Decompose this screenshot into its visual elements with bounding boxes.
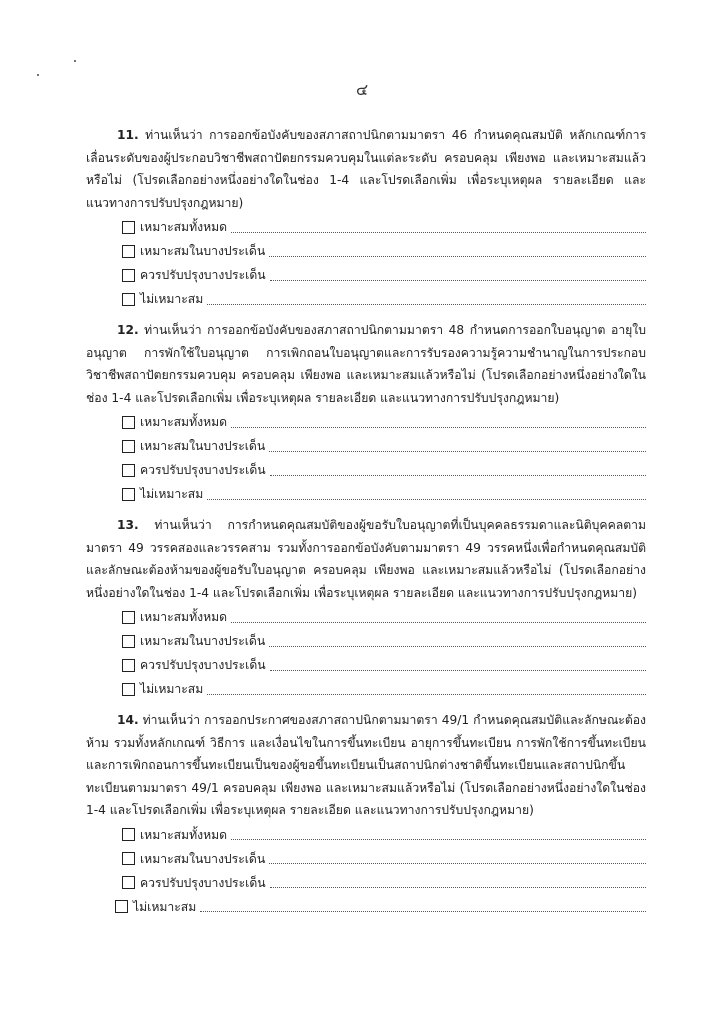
answer-line[interactable] [200,910,646,912]
question-text [86,514,646,604]
checkbox[interactable] [122,659,135,672]
question-number: 13. [117,518,139,532]
answer-line[interactable] [270,474,646,476]
answer-option[interactable] [86,434,646,458]
answer-option[interactable] [86,263,646,287]
question-number: 11. [117,128,139,142]
answer-line[interactable] [231,838,646,840]
answer-line[interactable] [231,621,646,623]
option-label: เหมาะสมทั้งหมด [140,415,228,430]
checkbox[interactable] [122,416,135,429]
answer-line[interactable] [231,231,646,233]
answer-option[interactable] [86,871,646,895]
answer-line[interactable] [269,255,646,257]
answer-line[interactable] [270,669,646,671]
question-body: ท่านเห็นว่า การออกข้อบังคับของสภาสถาปนิกตามมาตรา 46 กำหนดคุณสมบัติ หลักเกณฑ์การเลื่อนระดับของผู้ประกอบวิชาชีพสถาปัตยกรรมควบคุมในแต่ละระดับ ครอบคลุม เพียงพอ และเหมาะสมแล้วหรือไม่ (โปรดเลือกอย่างหนึ่งอย่างใดในช่อง 1-4 และโปรดเลือกเพิ่ม เพื่อระบุเหตุผล รายละเอียด และแนวทางการปรับปรุงกฎหมาย) [86,128,647,210]
answer-line[interactable] [270,886,646,888]
option-label: เหมาะสมในบางประเด็น [140,439,266,454]
checkbox[interactable] [122,828,135,841]
answer-option[interactable] [86,823,646,847]
question-11 [86,124,646,311]
checkbox[interactable] [122,221,135,234]
question-number: 12. [117,323,139,337]
question-14 [86,709,646,919]
answer-line[interactable] [207,498,646,500]
answer-line[interactable] [270,279,646,281]
option-label: เหมาะสมในบางประเด็น [140,244,266,259]
question-text [86,124,646,214]
answer-option[interactable] [86,239,646,263]
checkbox[interactable] [122,611,135,624]
page-number: ๔ [355,80,369,99]
answer-option[interactable] [86,482,646,506]
question-body: ท่านเห็นว่า การออกข้อบังคับของสภาสถาปนิกตามมาตรา 48 กำหนดการออกใบอนุญาต อายุใบอนุญาต การพักใช้ใบอนุญาต การเพิกถอนใบอนุญาตและการรับรองความรู้ความชำนาญในการประกอบวิชาชีพสถาปัตยกรรมควบคุม ครอบคลุม เพียงพอ และเหมาะสมแล้วหรือไม่ (โปรดเลือกอย่างหนึ่งอย่างใดในช่อง 1-4 และโปรดเลือกเพิ่ม เพื่อระบุเหตุผล รายละเอียด และแนวทางการปรับปรุงกฎหมาย) [86,323,646,405]
answer-line[interactable] [269,645,646,647]
checkbox[interactable] [115,900,128,913]
checkbox[interactable] [122,683,135,696]
answer-line[interactable] [269,450,646,452]
checkbox[interactable] [122,245,135,258]
answer-options [86,823,646,919]
question-body: ท่านเห็นว่า การออกประกาศของสภาสถาปนิกตามมาตรา 49/1 กำหนดคุณสมบัติและลักษณะต้องห้าม รวมทั้งหลักเกณฑ์ วิธีการ และเงื่อนไขในการขึ้นทะเบียน อายุการขึ้นทะเบียน การพักใช้การขึ้นทะเบียนและการเพิกถอนการขึ้นทะเบียนเป็นของผู้ขอขึ้นทะเบียนเป็นสถาปนิกต่างชาติขึ้นทะเบียนและสถาปนิกขึ้นทะเบียนตามมาตรา 49/1 ครอบคลุม เพียงพอ และเหมาะสมแล้วหรือไม่ (โปรดเลือกอย่างหนึ่งอย่างใดในช่อง 1-4 และโปรดเลือกเพิ่ม เพื่อระบุเหตุผล รายละเอียด และแนวทางการปรับปรุงกฎหมาย) [86,713,646,818]
answer-line[interactable] [269,862,646,864]
question-12 [86,319,646,506]
answer-option[interactable] [86,847,646,871]
answer-option[interactable] [86,653,646,677]
option-label: ไม่เหมาะสม [140,487,204,502]
checkbox[interactable] [122,293,135,306]
answer-option[interactable] [86,629,646,653]
answer-line[interactable] [231,426,646,428]
checkbox[interactable] [122,440,135,453]
answer-option[interactable] [86,410,646,434]
checkbox[interactable] [122,852,135,865]
option-label: ไม่เหมาะสม [140,292,204,307]
option-label: ควรปรับปรุงบางประเด็น [140,875,266,890]
option-label: ไม่เหมาะสม [133,899,197,914]
question-text [86,319,646,409]
answer-line[interactable] [207,303,646,305]
answer-option[interactable] [86,458,646,482]
answer-options [86,410,646,506]
question-13 [86,514,646,701]
option-label: เหมาะสมทั้งหมด [140,827,228,842]
option-label: เหมาะสมทั้งหมด [140,220,228,235]
checkbox[interactable] [122,635,135,648]
answer-options [86,215,646,311]
answer-option[interactable] [86,895,646,919]
option-label: ไม่เหมาะสม [140,682,204,697]
option-label: ควรปรับปรุงบางประเด็น [140,658,266,673]
scan-speck [37,74,39,76]
answer-option[interactable] [86,605,646,629]
checkbox[interactable] [122,876,135,889]
answer-option[interactable] [86,215,646,239]
option-label: ควรปรับปรุงบางประเด็น [140,268,266,283]
option-label: เหมาะสมทั้งหมด [140,610,228,625]
question-text [86,709,646,822]
question-number: 14. [117,713,139,727]
option-label: ควรปรับปรุงบางประเด็น [140,463,266,478]
question-body: ท่านเห็นว่า การกำหนดคุณสมบัติของผู้ขอรับใบอนุญาตที่เป็นบุคคลธรรมดาและนิติบุคคลตามมาตรา 49 วรรคสองและวรรคสาม รวมทั้งการออกข้อบังคับตามมาตรา 49 วรรคหนึ่งเพื่อกำหนดคุณสมบัติและลักษณะต้องห้ามของผู้ขอรับใบอนุญาต ครอบคลุม เพียงพอ และเหมาะสมแล้วหรือไม่ (โปรดเลือกอย่างหนึ่งอย่างใดในช่อง 1-4 และโปรดเลือกเพิ่ม เพื่อระบุเหตุผล รายละเอียด และแนวทางการปรับปรุงกฎหมาย) [86,518,646,600]
answer-line[interactable] [207,693,646,695]
checkbox[interactable] [122,269,135,282]
answer-option[interactable] [86,677,646,701]
checkbox[interactable] [122,488,135,501]
answer-options [86,605,646,701]
option-label: เหมาะสมในบางประเด็น [140,634,266,649]
checkbox[interactable] [122,464,135,477]
answer-option[interactable] [86,287,646,311]
option-label: เหมาะสมในบางประเด็น [140,851,266,866]
scan-speck [74,60,76,62]
